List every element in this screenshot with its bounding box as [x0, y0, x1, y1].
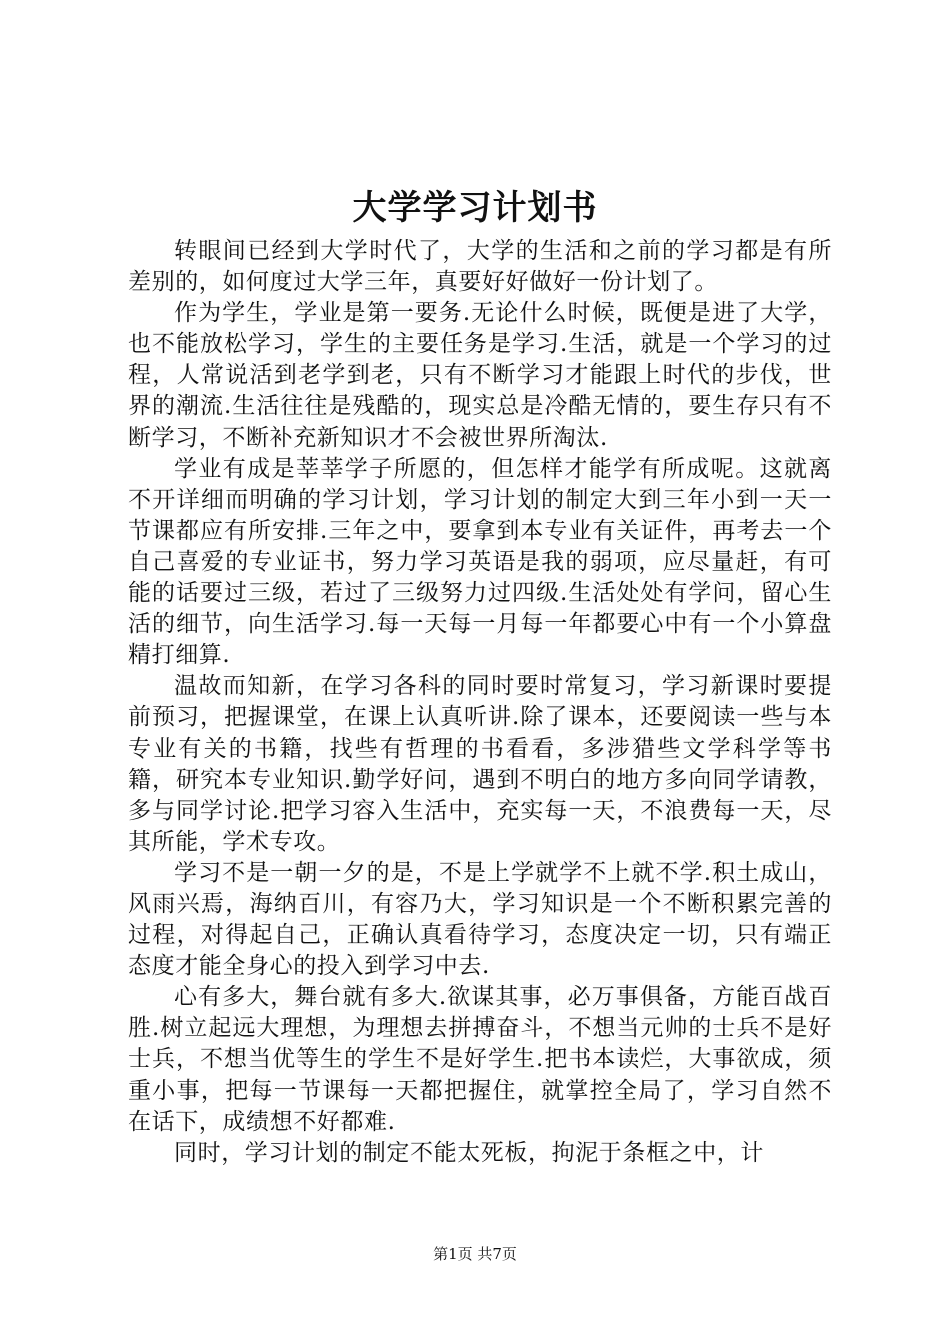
paragraph: 心有多大，舞台就有多大.欲谋其事，必万事俱备，方能百战百胜.树立起远大理想，为理想去拼搏奋斗，不想当元帅的士兵不是好士兵，不想当优等生的学生不是好学生.把书本读烂，大事欲成，须重小事，把每一节课每一天都把握住，就掌控全局了，学习自然不在话下，成绩想不好都难.: [128, 984, 832, 1135]
paragraph: 学习不是一朝一夕的是，不是上学就学不上就不学.积土成山，风雨兴焉，海纳百川，有容乃大，学习知识是一个不断积累完善的过程，对得起自己，正确认真看待学习，态度决定一切，只有端正态度才能全身心的投入到学习中去.: [128, 859, 832, 980]
paragraph: 转眼间已经到大学时代了，大学的生活和之前的学习都是有所差别的，如何度过大学三年，真要好好做好一份计划了。: [128, 238, 832, 296]
document-body: [128, 236, 832, 1169]
paragraph: 温故而知新，在学习各科的同时要时常复习，学习新课时要提前预习，把握课堂，在课上认真听讲.除了课本，还要阅读一些与本专业有关的书籍，找些有哲理的书看看，多涉猎些文学科学等书籍，研究本专业知识.勤学好问，遇到不明白的地方多向同学请教，多与同学讨论.把学习容入生活中，充实每一天，不浪费每一天，尽其所能，学术专攻。: [128, 673, 832, 855]
page-footer: 第1页 共7页: [433, 1245, 517, 1263]
paragraph: 学业有成是莘莘学子所愿的，但怎样才能学有所成呢。这就离不开详细而明确的学习计划，学习计划的制定大到三年小到一天一节课都应有所安排.三年之中，要拿到本专业有关证件，再考去一个自己喜爱的专业证书，努力学习英语是我的弱项，应尽量赶，有可能的话要过三级，若过了三级努力过四级.生活处处有学问，留心生活的细节，向生活学习.每一天每一月每一年都要心中有一个小算盘精打细算.: [128, 455, 832, 669]
paragraph: 同时，学习计划的制定不能太死板，拘泥于条框之中，计: [174, 1139, 764, 1166]
document-title: 大学学习计划书: [352, 188, 598, 228]
paragraph: 作为学生，学业是第一要务.无论什么时候，既便是进了大学，也不能放松学习，学生的主要任务是学习.生活，就是一个学习的过程，人常说活到老学到老，只有不断学习才能跟上时代的步伐，世界的潮流.生活往往是残酷的，现实总是冷酷无情的，要生存只有不断学习，不断补充新知识才不会被世界所淘汰.: [128, 300, 832, 451]
